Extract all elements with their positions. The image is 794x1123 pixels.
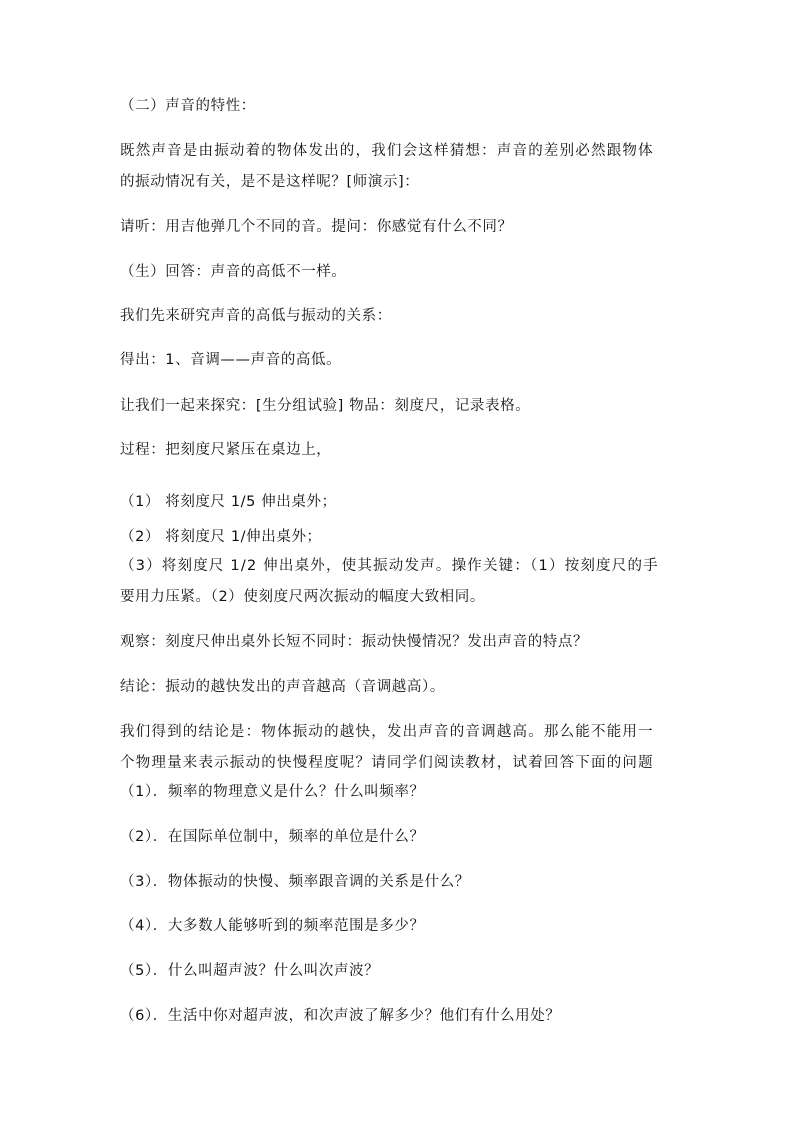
step-2: （2） 将刻度尺 1/伸出桌外； — [120, 529, 322, 545]
conclusion-text: 结论：振动的越快发出的声音越高（音调越高）。 — [120, 679, 445, 695]
step-1: （1） 将刻度尺 1/5 伸出桌外； — [120, 494, 337, 510]
question-item: （2）．在国际单位制中，频率的单位是什么？ — [120, 829, 425, 845]
question-item: （4）．大多数人能够听到的频率范围是多少？ — [120, 918, 425, 934]
question-item: （1）．频率的物理意义是什么？什么叫频率？ — [120, 784, 425, 800]
step-3-line-2: 要用力压紧。（2）使刻度尺两次振动的幅度大致相同。 — [120, 589, 485, 605]
question-item: （5）．什么叫超声波？什么叫次声波？ — [120, 963, 380, 979]
conclusion-pitch: 得出：1、音调——声音的高低。 — [120, 352, 342, 368]
process-text: 过程：把刻度尺紧压在桌边上， — [120, 442, 332, 458]
section-heading: （二）声音的特性： — [120, 98, 256, 114]
summary-line-2: 个物理量来表示振动的快慢程度呢？请同学们阅读教材，试着回答下面的问题 — [120, 755, 654, 771]
student-answer: （生）回答：声音的高低不一样。 — [120, 264, 347, 280]
question-item: （6）．生活中你对超声波，和次声波了解多少？他们有什么用处？ — [120, 1008, 561, 1024]
question-item: （3）．物体振动的快慢、频率跟音调的关系是什么？ — [120, 874, 470, 890]
intro-line-1: 既然声音是由振动着的物体发出的，我们会这样猜想：声音的差别必然跟物体 — [120, 143, 654, 159]
intro-line-2: 的振动情况有关，是不是这样呢？[师演示]： — [120, 174, 420, 190]
explore-text: 让我们一起来探究：[生分组试验] 物品：刻度尺，记录表格。 — [120, 398, 531, 414]
listen-text: 请听：用吉他弹几个不同的音。提问：你感觉有什么不同？ — [120, 219, 513, 235]
observe-text: 观察：刻度尺伸出桌外长短不同时：振动快慢情况？发出声音的特点？ — [120, 634, 589, 650]
step-3-line-1: （3）将刻度尺 1/2 伸出桌外，使其振动发声。操作关键：（1）按刻度尺的手 — [120, 558, 659, 574]
summary-line-1: 我们得到的结论是：物体振动的越快，发出声音的音调越高。那么能不能用一 — [120, 724, 654, 740]
study-relation: 我们先来研究声音的高低与振动的关系： — [120, 308, 392, 324]
